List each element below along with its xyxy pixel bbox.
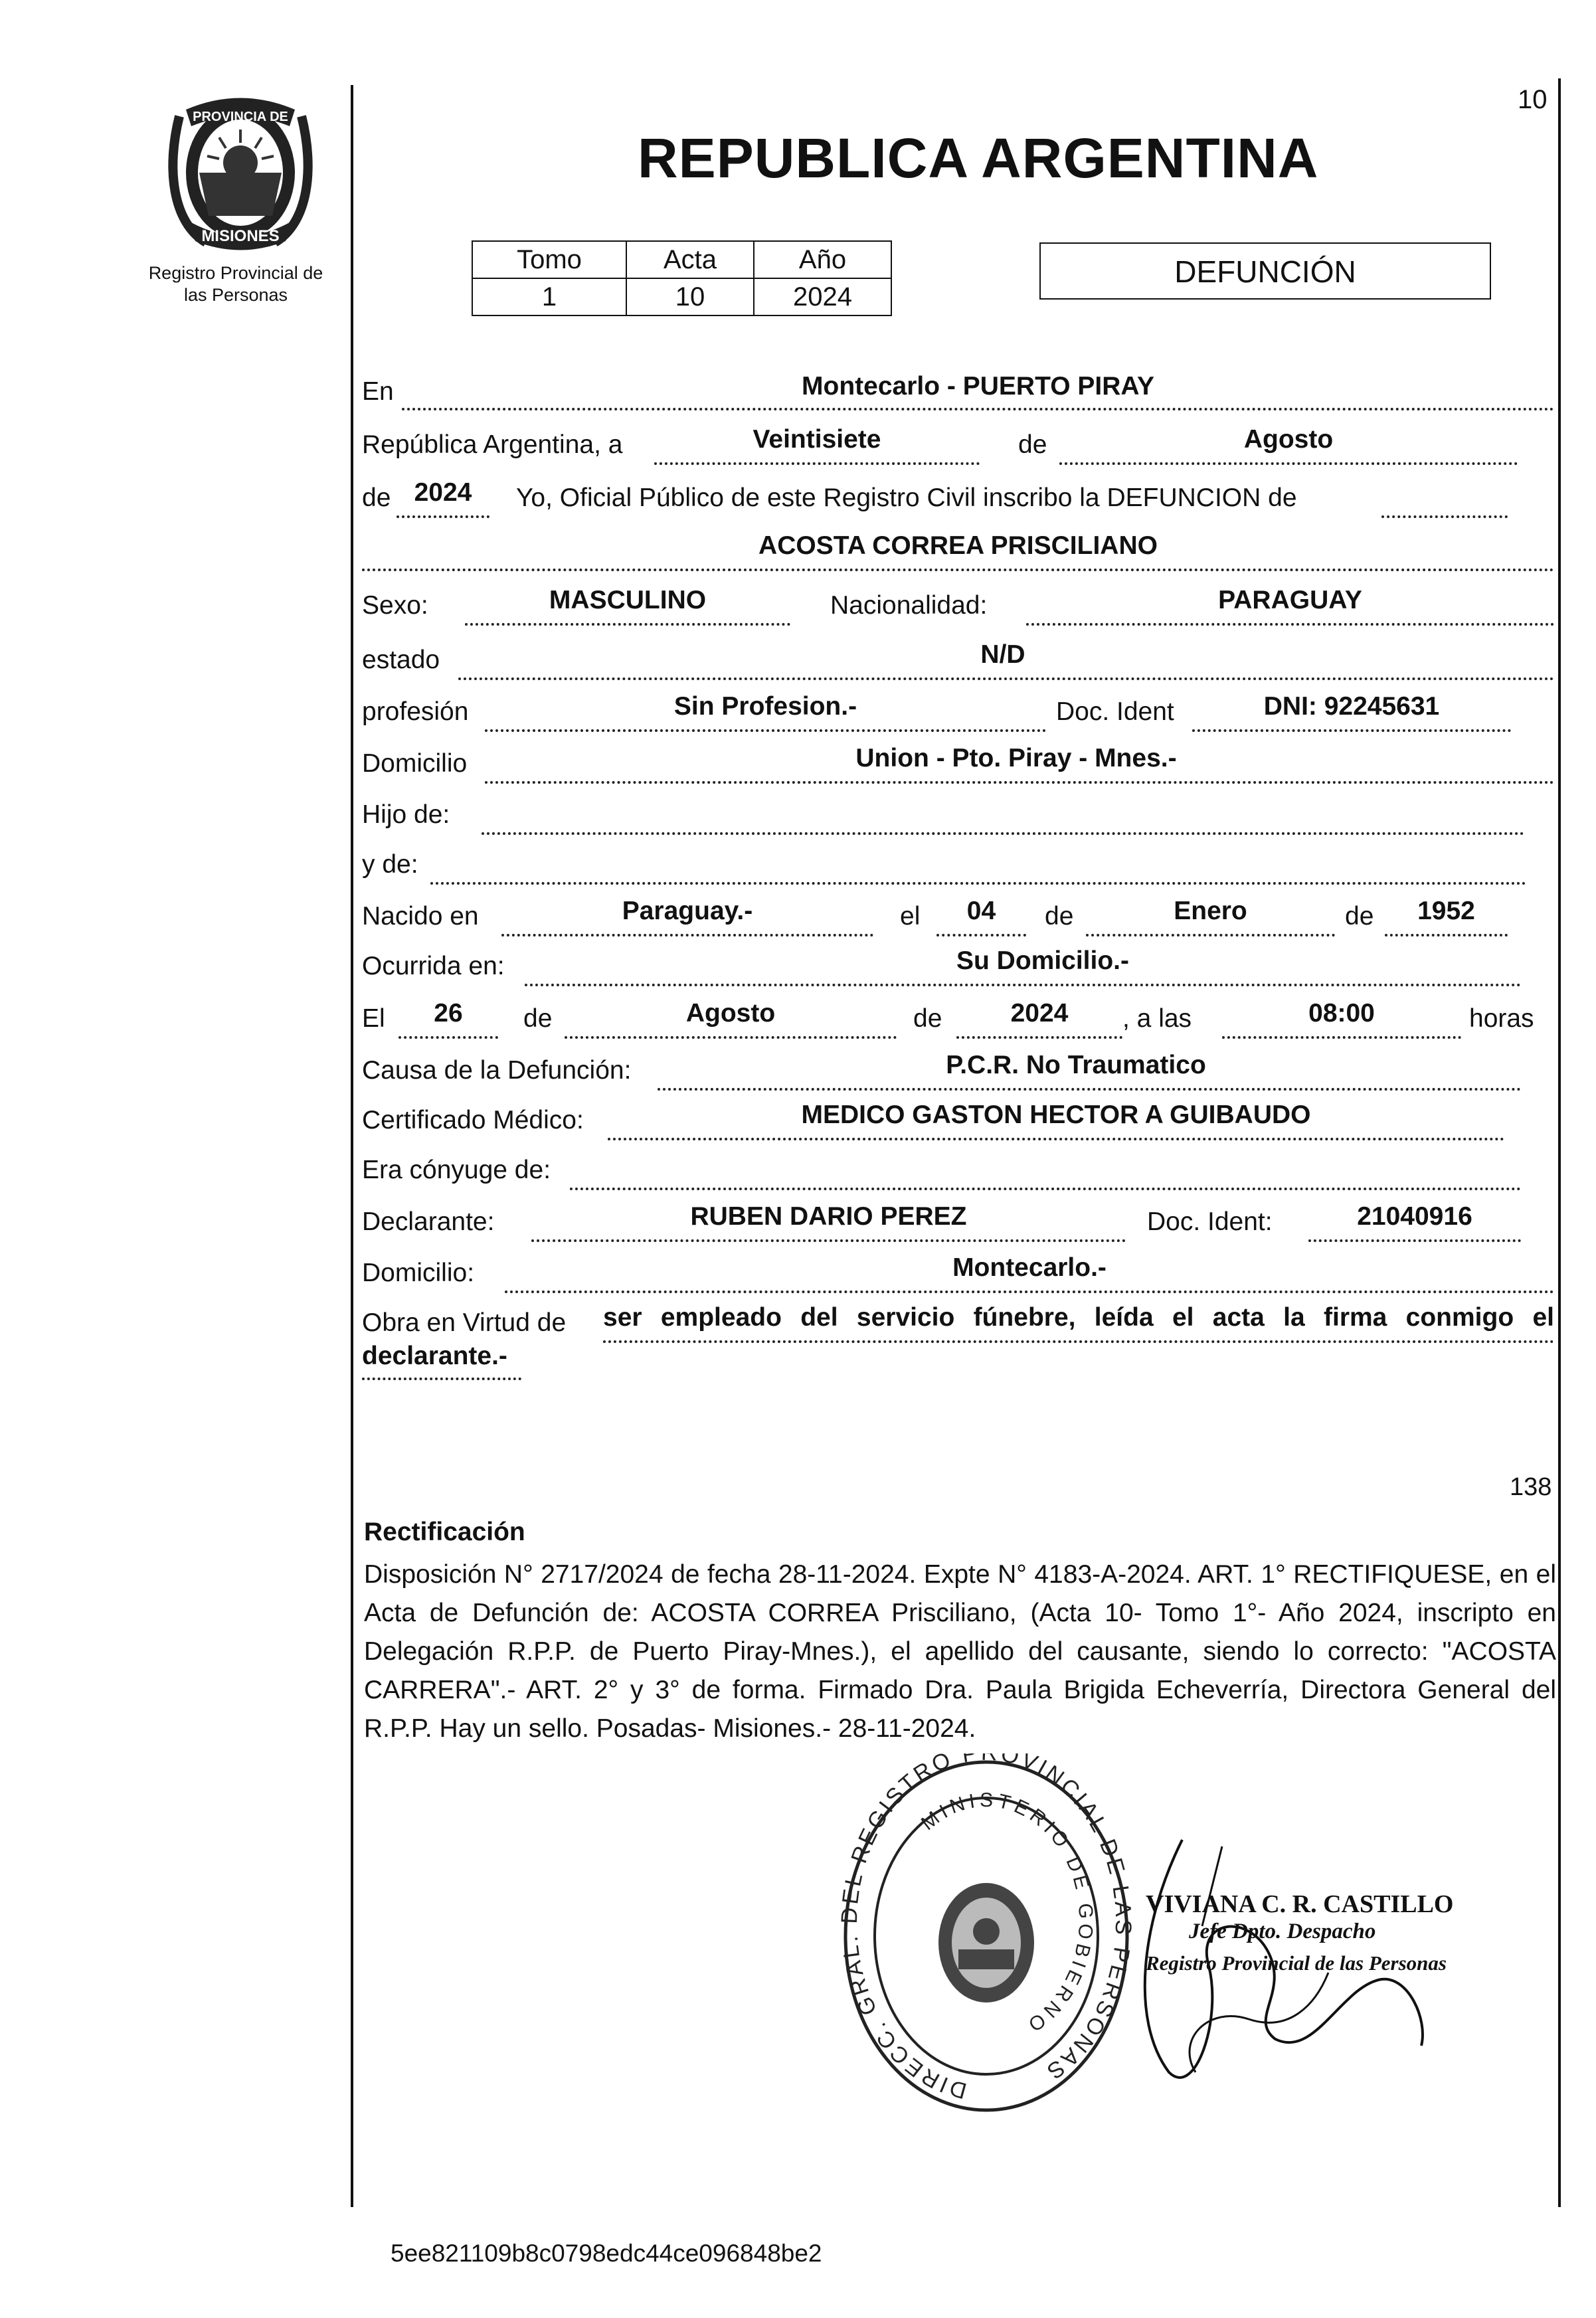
ocurrida-label: Ocurrida en:: [362, 952, 505, 980]
page-number: 10: [1518, 85, 1548, 114]
signature-office: Registro Provincial de las Personas: [1146, 1951, 1447, 1975]
svg-text:MINISTERIO DE GOBIERNO: MINISTERIO DE GOBIERNO: [917, 1789, 1097, 2038]
birth-year-dotted-line: [1385, 934, 1508, 936]
rectification-page-ref: 138: [1510, 1473, 1552, 1501]
birth-de2-label: de: [1345, 902, 1374, 931]
doc-ident-label: Doc. Ident: [1056, 697, 1174, 726]
obra-label: Obra en Virtud de: [362, 1308, 567, 1337]
death-time-dotted-line: [1222, 1036, 1461, 1039]
sexo-label: Sexo:: [362, 591, 428, 620]
sexo-dotted-line: [465, 623, 790, 626]
nacido-label: Nacido en: [362, 902, 479, 931]
yde-dotted-line: [430, 882, 1526, 885]
domicilio-dotted-line: [485, 781, 1554, 784]
tomo-header: Tomo: [472, 241, 626, 278]
domicilio2-value: Montecarlo.-: [952, 1253, 1107, 1282]
en-label: En: [362, 377, 394, 406]
causa-dotted-line: [658, 1088, 1521, 1091]
year-prefix: de: [362, 484, 391, 512]
doc-ident2-value: 21040916: [1357, 1202, 1472, 1231]
deceased-dotted-line: [362, 569, 1554, 571]
nacido-dotted-line: [501, 934, 873, 936]
hijo-label: Hijo de:: [362, 800, 450, 829]
conyuge-label: Era cónyuge de:: [362, 1156, 551, 1184]
certificado-dotted-line: [608, 1138, 1504, 1140]
month-text: Agosto: [1243, 425, 1334, 454]
svg-text:DIRECC. GRAL. DEL REGISTRO PRO: DIRECC. GRAL EL REGISTRO P OVINCIAL DE L PERSONAS: [840, 1753, 1132, 2104]
death-month-dotted-line: [565, 1036, 897, 1039]
tomo-acta-table: [472, 240, 892, 316]
death-month: Agosto: [685, 999, 776, 1027]
left-margin-line: [351, 85, 353, 2207]
acta-header: Acta: [626, 241, 754, 278]
alas-label: , a las: [1122, 1004, 1192, 1033]
yo-text: Yo, Oficial Público de este Registro Civil inscribo la DEFUNCION de: [516, 484, 1297, 512]
estado-value: N/D: [980, 640, 1025, 669]
causa-label: Causa de la Defunción:: [362, 1056, 632, 1085]
birth-month-dotted-line: [1086, 934, 1335, 936]
doc-ident2-dotted-line: [1308, 1239, 1521, 1242]
nacionalidad-value: PARAGUAY: [1218, 586, 1362, 614]
declarante-label: Declarante:: [362, 1207, 495, 1236]
obra-dotted-line: [603, 1340, 1554, 1343]
birth-el-label: el: [900, 902, 921, 931]
estado-dotted-line: [458, 677, 1554, 680]
declarante-dotted-line: [531, 1239, 1126, 1242]
document-title: REPUBLICA ARGENTINA: [638, 127, 1319, 189]
hijo-dotted-line: [482, 832, 1524, 835]
document-hash: 5ee821109b8c0798edc44ce096848be2: [391, 2240, 822, 2267]
anio-header: Año: [754, 241, 891, 278]
en-dotted-line: [402, 408, 1554, 410]
day-text: Veintisiete: [753, 425, 881, 454]
registry-label-line2: las Personas: [183, 285, 288, 305]
doc-ident-dotted-line: [1192, 729, 1511, 732]
signature-name: VIVIANA C. R. CASTILLO: [1146, 1890, 1454, 1918]
obra-value-line1: ser empleado del servicio fúnebre, leída el acta la firma conmigo el: [603, 1303, 1554, 1332]
en-value: Montecarlo - PUERTO PIRAY: [802, 372, 1154, 401]
svg-text:PROVINCIA DE: PROVINCIA DE: [193, 110, 288, 124]
de-label: de: [1018, 430, 1047, 459]
death-year-dotted-line: [956, 1036, 1122, 1039]
domicilio-value: Union - Pto. Piray - Mnes.-: [855, 744, 1177, 772]
yo-dotted-line: [1381, 515, 1508, 518]
province-logo: [159, 90, 322, 252]
death-year: 2024: [1010, 999, 1069, 1027]
estado-label: estado: [362, 646, 440, 674]
signature-role: Jefe Dpto. Despacho: [1189, 1919, 1376, 1943]
causa-value: P.C.R. No Traumatico: [946, 1051, 1206, 1079]
domicilio2-dotted-line: [505, 1291, 1554, 1293]
rectification-body: Disposición N° 2717/2024 de fecha 28-11-2024. Expte N° 4183-A-2024. ART. 1° RECTIFIQUESE, en el Acta de Defunción de: ACOSTA CORREA Prisciliano, (Acta 10- Tomo 1°- Año 2024, inscripto en Delegación R.P.P. de Puerto Piray-Mnes.), el apellido del causante, siendo lo correcto: "ACOSTA CARRERA".- ART. 2° y 3° de forma. Firmado Dra. Paula Brigida Echeverría, Directora General del R.P.P. Hay un sello. Posadas- Misiones.- 28-11-2024.: [364, 1560, 1556, 1743]
death-de-label: de: [523, 1004, 553, 1033]
domicilio2-label: Domicilio:: [362, 1259, 475, 1287]
month-dotted-line: [1059, 462, 1518, 465]
yde-label: y de:: [362, 850, 418, 879]
nacido-value: Paraguay.-: [622, 897, 753, 925]
day-dotted-line: [654, 462, 980, 465]
birth-de-label: de: [1045, 902, 1074, 931]
conyuge-dotted-line: [570, 1188, 1521, 1190]
doc-ident-value: DNI: 92245631: [1263, 692, 1440, 721]
nacionalidad-label: Nacionalidad:: [830, 591, 988, 620]
certificado-value: MEDICO GASTON HECTOR A GUIBAUDO: [801, 1101, 1311, 1129]
profesion-dotted-line: [485, 729, 1046, 732]
profesion-label: profesión: [362, 697, 469, 726]
death-day-dotted-line: [399, 1036, 498, 1039]
tomo-value: 1: [472, 278, 626, 315]
right-margin-line: [1558, 78, 1561, 2207]
death-de2-label: de: [913, 1004, 942, 1033]
nacionalidad-dotted-line: [1026, 623, 1554, 626]
declarante-value: RUBEN DARIO PEREZ: [690, 1202, 967, 1231]
obra-value-line2: declarante.-: [362, 1342, 507, 1370]
obra-dotted-line-2: [362, 1378, 521, 1380]
death-day: 26: [434, 999, 463, 1027]
rectification-title: Rectificación: [364, 1518, 525, 1546]
deceased-name: ACOSTA CORREA PRISCILIANO: [758, 531, 1158, 560]
anio-value: 2024: [754, 278, 891, 315]
certificado-label: Certificado Médico:: [362, 1106, 584, 1134]
doc-ident2-label: Doc. Ident:: [1147, 1207, 1273, 1236]
year-value: 2024: [414, 478, 472, 507]
registry-label-line1: Registro Provincial de: [148, 263, 323, 283]
domicilio-label: Domicilio: [362, 749, 468, 778]
sexo-value: MASCULINO: [549, 586, 707, 614]
birth-month: Enero: [1174, 897, 1247, 925]
year-dotted-line: [397, 515, 489, 518]
death-el-label: El: [362, 1004, 385, 1033]
birth-day-dotted-line: [936, 934, 1026, 936]
acta-value: 10: [626, 278, 754, 315]
document-type-box: DEFUNCIÓN: [1039, 242, 1491, 300]
death-time: 08:00: [1308, 999, 1375, 1027]
profesion-value: Sin Profesion.-: [673, 692, 857, 721]
horas-label: horas: [1469, 1004, 1534, 1033]
official-stamp: [840, 1753, 1132, 2125]
birth-year: 1952: [1417, 897, 1475, 925]
republica-label: República Argentina, a: [362, 430, 623, 459]
registry-label: [130, 262, 342, 306]
ocurrida-dotted-line: [525, 984, 1521, 986]
svg-text:MISIONES: MISIONES: [201, 227, 280, 245]
ocurrida-value: Su Domicilio.-: [956, 946, 1129, 975]
birth-day: 04: [966, 897, 996, 925]
